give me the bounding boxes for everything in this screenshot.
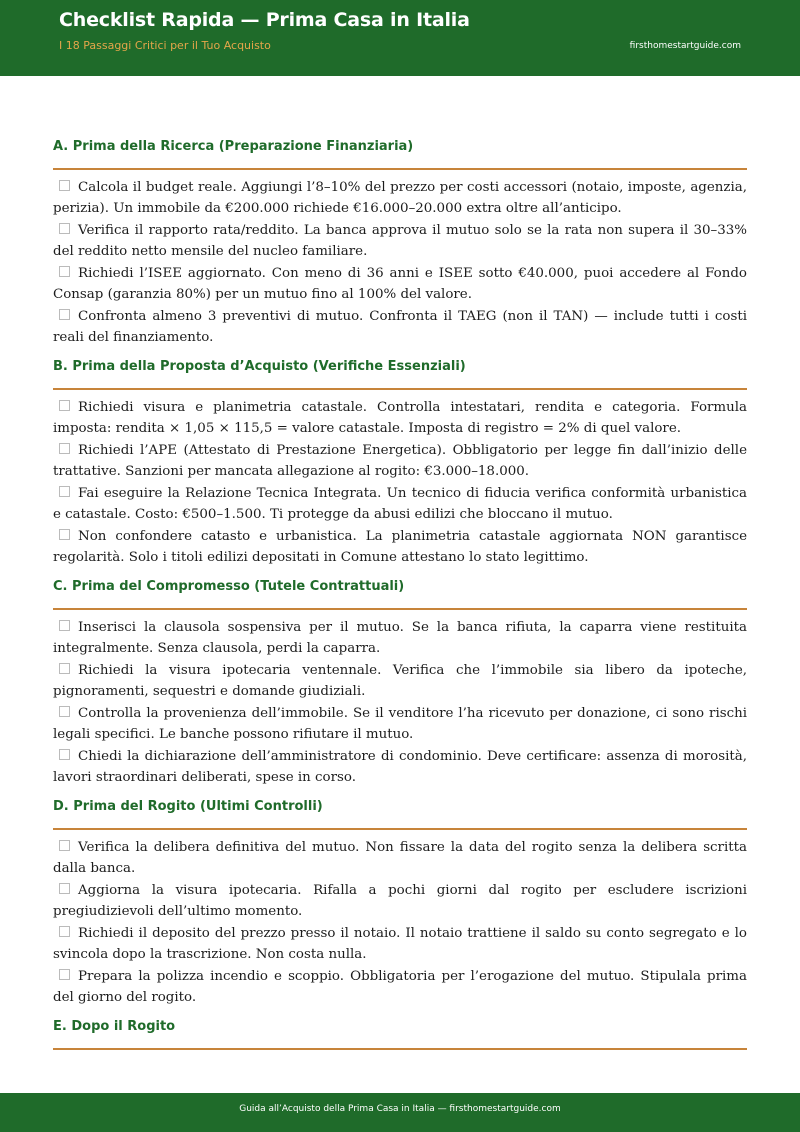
checklist-item: [53, 398, 747, 439]
checklist-item-text: Controlla la provenienza dell’immobile. Se il venditore l’ha ricevuto per donazione, ci sono rischi legali specifici. Le banche possono rifiutare il mutuo.: [53, 706, 747, 742]
checklist-item: [53, 924, 747, 965]
checklist-item: [53, 527, 747, 568]
checklist-item-text: Fai eseguire la Relazione Tecnica Integrata. Un tecnico di fiducia verifica conformità urbanistica e catastale. Costo: €500–1.500. Ti protegge da abusi edilizi che bloccano il mutuo.: [53, 486, 747, 522]
checklist-item: [53, 967, 747, 1008]
checklist-item-text: Richiedi l’ISEE aggiornato. Con meno di 36 anni e ISEE sotto €40.000, puoi accedere al Fondo Consap (garanzia 80%) per un mutuo fino al 100% del valore.: [53, 266, 747, 302]
checklist-item: [53, 704, 747, 745]
checklist-item-text: Prepara la polizza incendio e scoppio. Obbligatoria per l’erogazione del mutuo. Stipulala prima del giorno del rogito.: [53, 969, 747, 1005]
checklist-item: [53, 661, 747, 702]
checklist-item-text: Confronta almeno 3 preventivi di mutuo. Confronta il TAEG (non il TAN) — include tutti i costi reali del finanziamento.: [53, 309, 747, 345]
page-title: Checklist Rapida — Prima Casa in Italia: [59, 9, 470, 31]
checkbox-icon[interactable]: [59, 969, 70, 980]
checkbox-icon[interactable]: [59, 223, 70, 234]
checkbox-icon[interactable]: [59, 840, 70, 851]
checklist-item: [53, 307, 747, 348]
page-footer: [0, 1093, 800, 1132]
site-url: firsthomestartguide.com: [629, 41, 741, 51]
checklist-item-text: Richiedi la visura ipotecaria ventennale. Verifica che l’immobile sia libero da ipoteche, pignoramenti, sequestri e domande giudiziali.: [53, 663, 747, 699]
section-title: A. Prima della Ricerca (Preparazione Finanziaria): [53, 139, 414, 154]
checklist-item: [53, 178, 747, 219]
section-divider: [53, 168, 747, 170]
checklist-section: [53, 358, 747, 568]
checklist-content: [53, 138, 747, 1060]
checklist-item: [53, 747, 747, 788]
section-divider: [53, 828, 747, 830]
section-divider: [53, 608, 747, 610]
checklist-item-text: Chiedi la dichiarazione dell’amministratore di condominio. Deve certificare: assenza di morosità, lavori straordinari deliberati, spese in corso.: [53, 749, 747, 785]
section-title: E. Dopo il Rogito: [53, 1019, 176, 1034]
checklist-section: [53, 138, 747, 348]
checklist-section: [53, 798, 747, 1008]
checkbox-icon[interactable]: [59, 926, 70, 937]
page-header: [0, 0, 800, 76]
checkbox-icon[interactable]: [59, 749, 70, 760]
checklist-item: [53, 264, 747, 305]
checkbox-icon[interactable]: [59, 883, 70, 894]
checklist-item-text: Verifica il rapporto rata/reddito. La banca approva il mutuo solo se la rata non supera il 30–33% del reddito netto mensile del nucleo familiare.: [53, 223, 747, 259]
section-title: D. Prima del Rogito (Ultimi Controlli): [53, 799, 323, 814]
section-title: B. Prima della Proposta d’Acquisto (Verifiche Essenziali): [53, 359, 466, 374]
checkbox-icon[interactable]: [59, 266, 70, 277]
checkbox-icon[interactable]: [59, 180, 70, 191]
checklist-item: [53, 441, 747, 482]
section-divider: [53, 388, 747, 390]
checklist-item: [53, 618, 747, 659]
section-divider: [53, 1048, 747, 1050]
checklist-section: [53, 578, 747, 788]
checklist-item-text: Inserisci la clausola sospensiva per il mutuo. Se la banca rifiuta, la caparra viene restituita integralmente. Senza clausola, perdi la caparra.: [53, 620, 747, 656]
section-title: C. Prima del Compromesso (Tutele Contrattuali): [53, 579, 405, 594]
checkbox-icon[interactable]: [59, 486, 70, 497]
checklist-item: [53, 221, 747, 262]
checklist-item-text: Richiedi il deposito del prezzo presso il notaio. Il notaio trattiene il saldo su conto segregato e lo svincola dopo la trascrizione. Non costa nulla.: [53, 926, 747, 962]
checklist-item: [53, 484, 747, 525]
checklist-item-text: Aggiorna la visura ipotecaria. Rifalla a pochi giorni dal rogito per escludere iscrizioni pregiudizievoli dell’ultimo momento.: [53, 883, 747, 919]
checklist-item: [53, 881, 747, 922]
checklist-section: [53, 1018, 747, 1050]
checkbox-icon[interactable]: [59, 309, 70, 320]
checkbox-icon[interactable]: [59, 400, 70, 411]
checklist-item-text: Richiedi visura e planimetria catastale. Controlla intestatari, rendita e categoria. Formula imposta: rendita × 1,05 × 115,5 = valore catastale. Imposta di registro = 2% di quel valore.: [53, 400, 747, 436]
checklist-item-text: Calcola il budget reale. Aggiungi l’8–10% del prezzo per costi accessori (notaio, imposte, agenzia, perizia). Un immobile da €200.000 richiede €16.000–20.000 extra oltre all’anticipo.: [53, 180, 747, 216]
checklist-item-text: Non confondere catasto e urbanistica. La planimetria catastale aggiornata NON garantisce regolarità. Solo i titoli edilizi depositati in Comune attestano lo stato legittimo.: [53, 529, 747, 565]
checklist-item: [53, 838, 747, 879]
checklist-item-text: Verifica la delibera definitiva del mutuo. Non fissare la data del rogito senza la delibera scritta dalla banca.: [53, 840, 747, 876]
checkbox-icon[interactable]: [59, 663, 70, 674]
checklist-item-text: Richiedi l’APE (Attestato di Prestazione Energetica). Obbligatorio per legge fin dall’inizio delle trattative. Sanzioni per mancata allegazione al rogito: €3.000–18.000.: [53, 443, 747, 479]
checkbox-icon[interactable]: [59, 706, 70, 717]
page-subtitle: I 18 Passaggi Critici per il Tuo Acquisto: [59, 39, 271, 52]
checkbox-icon[interactable]: [59, 529, 70, 540]
checkbox-icon[interactable]: [59, 443, 70, 454]
checkbox-icon[interactable]: [59, 620, 70, 631]
footer-text: Guida all’Acquisto della Prima Casa in Italia — firsthomestartguide.com: [239, 1104, 561, 1114]
